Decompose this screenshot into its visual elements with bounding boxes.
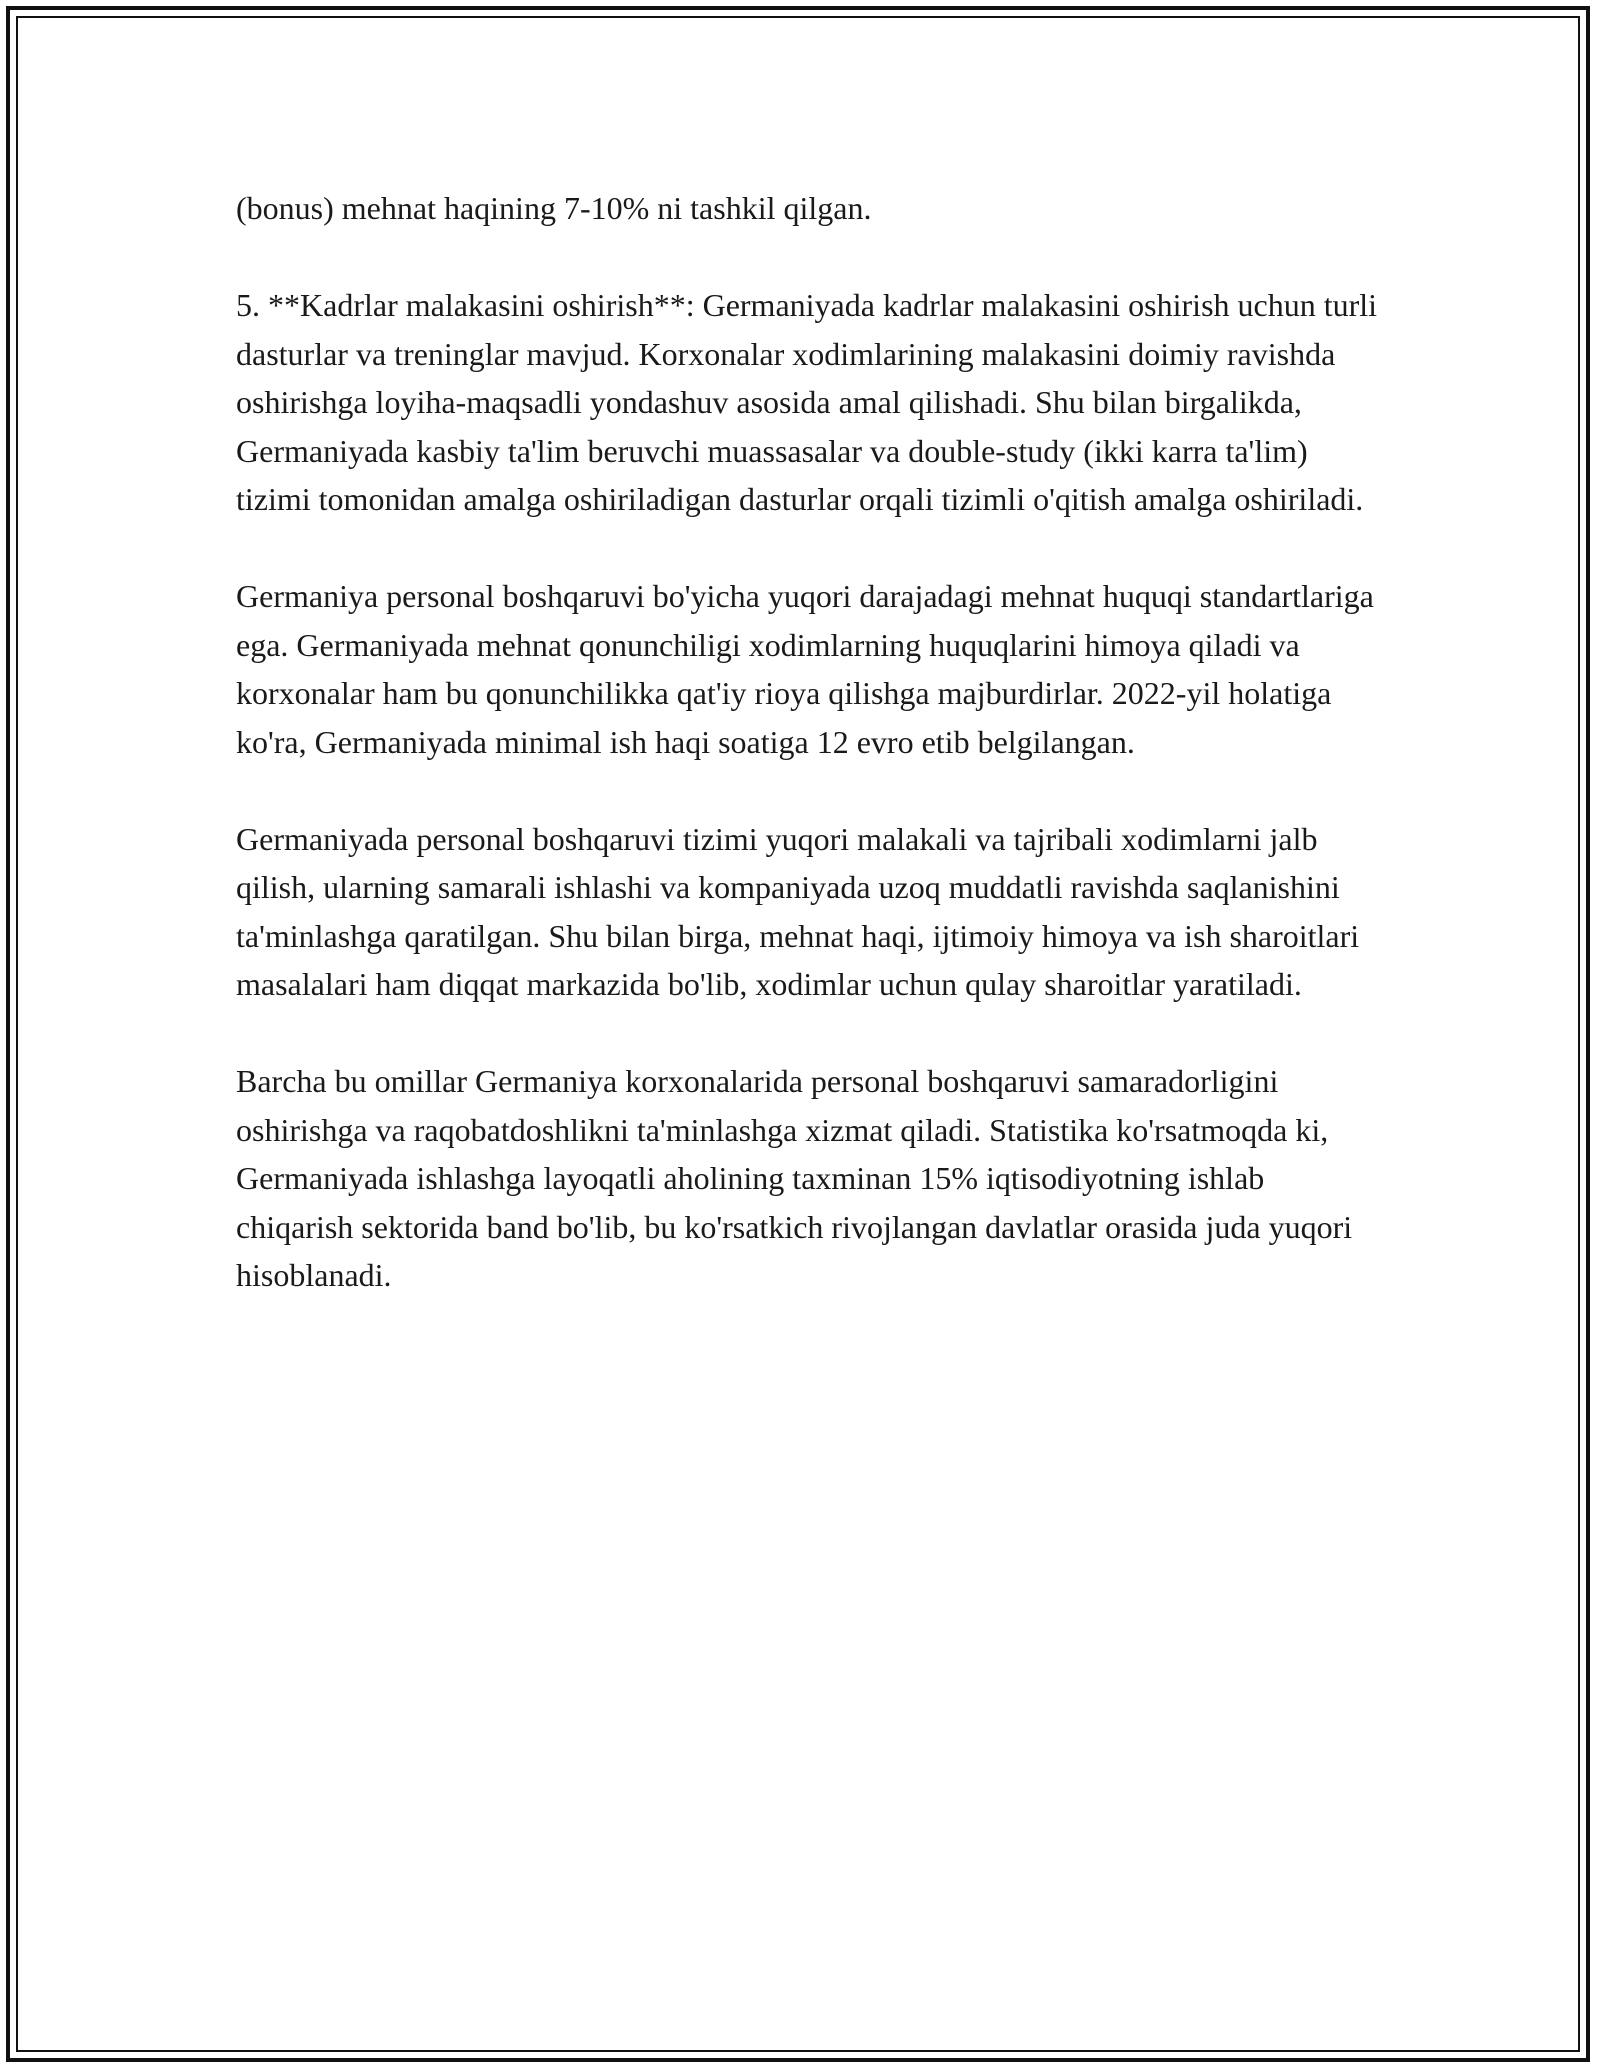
paragraph-xulosa: Barcha bu omillar Germaniya korxonalarida personal boshqaruvi samaradorligini oshirishga va raqobatdoshlikni ta'minlashga xizmat qiladi. Statistika ko'rsatmoqda ki, Germaniyada ishlashga layoqatli aholining taxminan 15% iqtisodiyotning ishlab chiqarish sektorida band bo'lib, bu ko'rsatkich rivojlangan davlatlar orasida juda yuqori hisoblanadi. — [236, 1063, 1353, 1293]
paragraph-bonus: (bonus) mehnat haqining 7-10% ni tashkil qilgan. — [236, 190, 872, 226]
document-body — [236, 184, 1386, 1348]
paragraph-personal-boshqaruvi: Germaniyada personal boshqaruvi tizimi yuqori malakali va tajribali xodimlarni jalb qilish, ularning samarali ishlashi va kompaniyada uzoq muddatli ravishda saqlanishini ta'minlashga qaratilgan. Shu bilan birga, mehnat haqi, ijtimoiy himoya va ish sharoitlari masalalari ham diqqat markazida bo'lib, xodimlar uchun qulay sharoitlar yaratiladi. — [236, 820, 1360, 1002]
paragraph-mehnat-huquqi: Germaniya personal boshqaruvi bo'yicha yuqori darajadagi mehnat huquqi standartlariga ega. Germaniyada mehnat qonunchiligi xodimlarning huquqlarini himoya qiladi va korxonalar ham bu qonunchilikka qat'iy rioya qilishga majburdirlar. 2022-yil holatiga ko'ra, Germaniyada minimal ish haqi soatiga 12 evro etib belgilangan. — [236, 578, 1374, 760]
paragraph-kadrlar-malakasi: 5. **Kadrlar malakasini oshirish**: Germaniyada kadrlar malakasini oshirish uchun turli dasturlar va treninglar mavjud. Korxonalar xodimlarining malakasini doimiy ravishda oshirishga loyiha-maqsadli yondashuv asosida amal qilishadi. Shu bilan birgalikda, Germaniyada kasbiy ta'lim beruvchi muassasalar va double-study (ikki karra ta'lim) tizimi tomonidan amalga oshiriladigan dasturlar orqali tizimli o'qitish amalga oshiriladi. — [236, 287, 1378, 517]
